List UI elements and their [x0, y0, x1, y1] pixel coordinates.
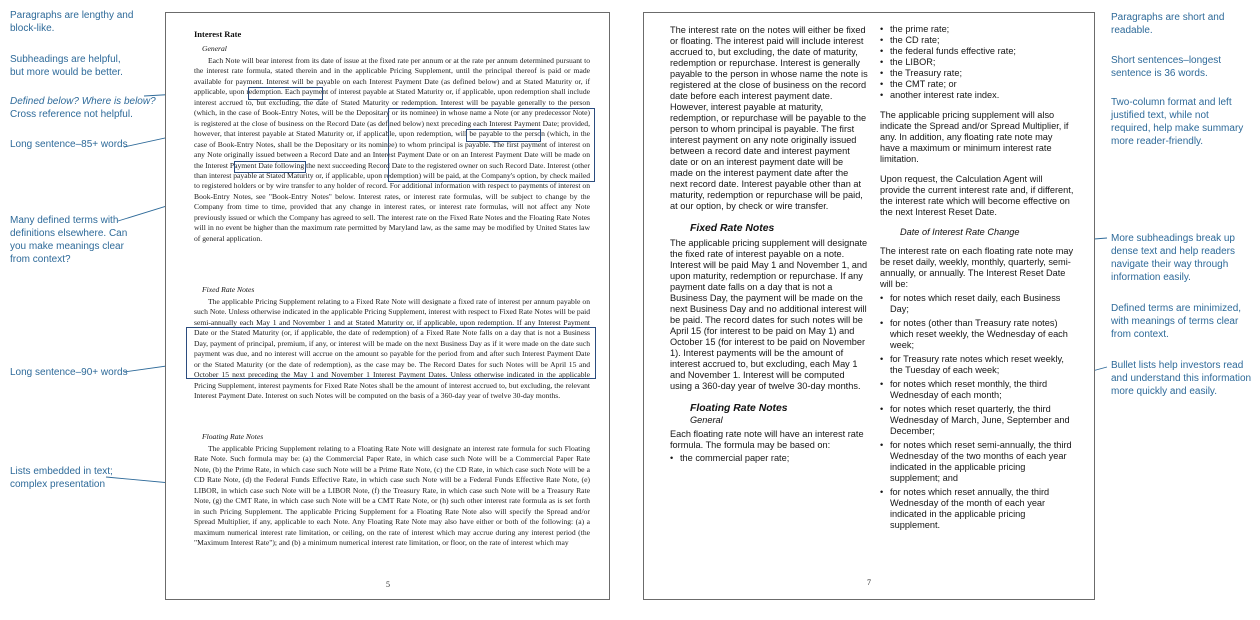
list-item: • another interest rate index.	[880, 90, 1074, 101]
right-column-1	[670, 25, 868, 464]
paragraph-spread-multiplier: The applicable pricing supplement will also indicate the Spread and/or Spread Multiplier, if any. In addition, any floating rate note may have a maximum or minimum interest rate limitation.	[880, 110, 1069, 164]
annotation-defined-below	[10, 95, 160, 121]
page-number-right: 7	[867, 578, 871, 587]
annotation-defined-below-question: Defined below? Where is below?	[10, 96, 156, 107]
paragraph-floating-rate	[194, 444, 590, 549]
annotation-long-sentence-85: Long sentence–85+ words	[10, 139, 128, 150]
annotation-paragraphs-short: Paragraphs are short and readable.	[1111, 12, 1225, 36]
list-item: • for notes which reset daily, each Business Day;	[880, 293, 1074, 315]
list-item: • for notes (other than Treasury rate notes) which reset weekly, the Wednesday of each week;	[880, 318, 1074, 351]
bullet-list-rate-index	[880, 24, 1074, 101]
annotation-two-column: Two-column format and left justified text, while not required, help make summary more reader-friendly.	[1111, 97, 1244, 147]
subheading-fixed-rate-notes: Fixed Rate Notes	[202, 285, 255, 294]
list-item: • the prime rate;	[880, 24, 1074, 35]
paragraph-interest-overview: The interest rate on the notes will either be fixed or floating. The interest paid will include interest accrued to, but excluding, the date of maturity, redemption or repurchase. Interest is generally payable to the person in whose name the note is registered at the close of business on the record date before each interest payment date. However, interest payable at maturity, redemption, or repurchase will be payable to the person to whom principal is payable. The first interest payment on any note originally issued between a record date and interest payment date or on an interest payment date will be made on the interest payment date after the next record date. Interest payable other than at maturity, redemption or repurchase will be paid, at our option, by check or wire transfer.	[670, 25, 868, 211]
list-item: • for notes which reset annually, the third Wednesday of the month of each year indicated in the applicable pricing supplement.	[880, 487, 1074, 531]
annotation-lists-embedded: Lists embedded in text; complex presentation	[10, 466, 113, 490]
heading-fixed-rate-notes: Fixed Rate Notes	[690, 223, 775, 234]
paragraph-fixed-rate-text: The applicable Pricing Supplement relating to a Fixed Rate Note will designate a fixed rate of interest per annum payable on such Note. Unless otherwise indicated in the applicable Pricing Supplement, interest with respect to Fixed Rate Notes will be paid semi-annually each May 1 and November 1 and at Stated Maturity or, if applicable, upon redemption. If any Interest Payment Date or the Stated Maturity (or, if applicable, the date of redemption) of a Fixed Rate Note falls on a day that is not a Business Day, payment of principal, premium, if any, or interest will be made on the next Business Day as if it were made on the date such payment was due, and no interest will accrue on the amount so payable for the period from and after such Interest Payment Date or the Stated Maturity (or the date of redemption), as the case may be. The Record Dates for such Notes will be April 15 and October 15 next preceding the May 1 and November 1 Interest Payment Dates. Unless otherwise indicated in the applicable Pricing Supplement, interest payments for Fixed Rate Notes shall be the amount of interest accrued to, but excluding, the relevant Interest Payment Date. Interest on such Notes will be computed on the basis of a 360-day year of twelve 30-day months.	[194, 297, 590, 401]
paragraph-general-text: Each Note will bear interest from its date of issue at the fixed rate per annum or at the rate per annum determined pursuant to the interest rate formula, stated therein and in the applicable Pricing Supplement, until the principal thereof is paid or made available for payment. Interest will be payable on each Interest Payment Date (as defined below) and at Stated Maturity or, if applicable, upon redemption. Each payment of interest payable at Stated Maturity or, if applicable, upon redemption shall include interest accrued to, but excluding, the date of Stated Maturity or redemption. Interest will be payable generally to the person (which, in the case of Book-Entry Notes, will be the Depositary or its nominee) in whose name a Note (or any predecessor Note) is registered at the close of business on the Record Date (as defined below) next preceding each Interest Payment Date; provided, however, that interest payable at Stated Maturity or, if applicable, upon redemption, will be payable to the person (which, in the case of Book-Entry Notes, shall be the Depositary or its nominee) to whom principal is payable. The first payment of interest on any Note originally issued between a Record Date and an Interest Payment Date or on an Interest Payment Date will be made on the Interest Payment Date following the next succeeding Record Date to the registered owner on such Record Date. Interest (other than interest payable at Stated Maturity or, if applicable, upon redemption) will be paid, at the Company's option, by check mailed to registered holders or by wire transfer to any holder of record. For additional information with respect to payments of interest on Book-Entry Notes, see "Book-Entry Notes" below. Interest rates, or interest rate formulas, will be subject to change by the Company from time to time, provided that any change in interest rates, or interest rate formulas, will not affect any Note previously issued or which the Company has agreed to sell. The interest rate on the Fixed Rate Notes and the Floating Rate Notes will in no event be higher than the maximum rate permitted by Maryland law, as the same may be modified by United States law of general application.	[194, 56, 590, 243]
list-item: • the LIBOR;	[880, 57, 1074, 68]
paragraph-fixed-rate-plain: The applicable pricing supplement will designate the fixed rate of interest payable on a note. Interest will be paid May 1 and November 1, and upon maturity, redemption or repurchase. If any payment date falls on a day that is not a Business Day, the payment will be made on the next Business Day and no additional interest will be paid. The record dates for such notes will be April 15 (for interest to be paid on May 1) and October 15 (for interest to be paid on November 1). Interest payments will be the amount of interest accrued to, but excluding, each May 1 and November 1. Interest will be computed using a 360-day year of twelve 30-day months.	[670, 238, 868, 391]
subheading-date-of-interest-rate-change: Date of Interest Rate Change	[900, 227, 1020, 237]
right-column-2	[880, 24, 1074, 531]
original-prospectus-page	[165, 12, 610, 600]
annotation-subheadings-helpful: Subheadings are helpful, but more would be better.	[10, 54, 123, 78]
list-item: • for notes which reset monthly, the third Wednesday of each month;	[880, 379, 1074, 401]
annotation-bullet-lists: Bullet lists help investors read and understand this information more quickly and easily.	[1111, 360, 1252, 397]
list-item: • the CD rate;	[880, 35, 1074, 46]
plain-english-page	[643, 12, 1095, 600]
subheading-general-plain: General	[690, 415, 723, 425]
list-item: • for notes which reset quarterly, the third Wednesday of March, June, September and December;	[880, 404, 1074, 437]
annotation-defined-terms: Many defined terms with definitions elsewhere. Can you make meanings clear from context?	[10, 215, 128, 265]
heading-floating-rate-notes: Floating Rate Notes	[690, 403, 788, 414]
annotation-short-sentences: Short sentences–longest sentence is 36 words.	[1111, 55, 1222, 79]
list-item: • for Treasury rate notes which reset weekly, the Tuesday of each week;	[880, 354, 1074, 376]
annotation-more-subheadings: More subheadings break up dense text and help readers navigate their way through information easily.	[1111, 233, 1235, 283]
paragraph-floating-rate-text: The applicable Pricing Supplement relating to a Floating Rate Note will designate an interest rate formula for such Floating Rate Note. Such formula may be: (a) the Commercial Paper Rate, in which case such Note will be a Commercial Paper Rate Note, (b) the Prime Rate, in which case such Note will be a Prime Rate Note, (c) the CD Rate, in which case such Note will be a CD Rate Note, (d) the Federal Funds Effective Rate, in which case such Note will be a Federal Funds Effective Rate Note, (e) LIBOR, in which case such Note will be a LIBOR Note, (f) the Treasury Rate, in which case such Note will be a Treasury Rate Note, (g) the CMT Rate, in which case such Note will be a CMT Rate Note, or (h) such other interest rate formula as is set forth in such Pricing Supplement. The applicable Pricing Supplement for a Floating Rate Note also will specify the Spread and/or Spread Multiplier, if any, applicable to each Note. Any Floating Rate Note may also have either or both of the following: (a) a maximum numerical interest rate limitation, or ceiling, on the rate of interest which may accrue during any interest period (the "Maximum Interest Rate"); and (b) a minimum numerical interest rate limitation, or floor, on the rate of interest which may	[194, 444, 590, 548]
annotation-paragraphs-lengthy: Paragraphs are lengthy and block-like.	[10, 10, 134, 34]
subheading-floating-rate-notes: Floating Rate Notes	[202, 432, 264, 441]
annotation-cross-reference: Cross reference not helpful.	[10, 109, 133, 120]
paragraph-calculation-agent: Upon request, the Calculation Agent will provide the current interest rate and, if different, the interest rate which will become effective on the next Interest Reset Date.	[880, 174, 1074, 217]
list-item: • the Treasury rate;	[880, 68, 1074, 79]
bullet-list-rate-index-start	[670, 453, 868, 464]
page-number-left: 5	[386, 580, 390, 589]
paragraph-interest-reset: The interest rate on each floating rate note may be reset daily, weekly, monthly, quarterly, semi-annually, or annually. The Interest Reset Date will be:	[880, 246, 1074, 289]
list-item: • the CMT rate; or	[880, 79, 1074, 90]
paragraph-general	[194, 56, 590, 244]
list-item: • the commercial paper rate;	[670, 453, 868, 464]
bullet-list-reset-dates	[880, 293, 1074, 531]
list-item: • the federal funds effective rate;	[880, 46, 1074, 57]
list-item: • for notes which reset semi-annually, the third Wednesday of the two months of each year indicated in the applicable pricing supplement; and	[880, 440, 1074, 484]
subheading-general: General	[202, 44, 227, 53]
paragraph-floating-rate-plain: Each floating rate note will have an interest rate formula. The formula may be based on:	[670, 429, 864, 450]
paragraph-fixed-rate	[194, 297, 590, 402]
annotation-long-sentence-90: Long sentence–90+ words	[10, 367, 128, 378]
annotation-defined-terms-minimized: Defined terms are minimized, with meanings of terms clear from context.	[1111, 303, 1242, 340]
section-title-interest-rate: Interest Rate	[194, 29, 242, 39]
